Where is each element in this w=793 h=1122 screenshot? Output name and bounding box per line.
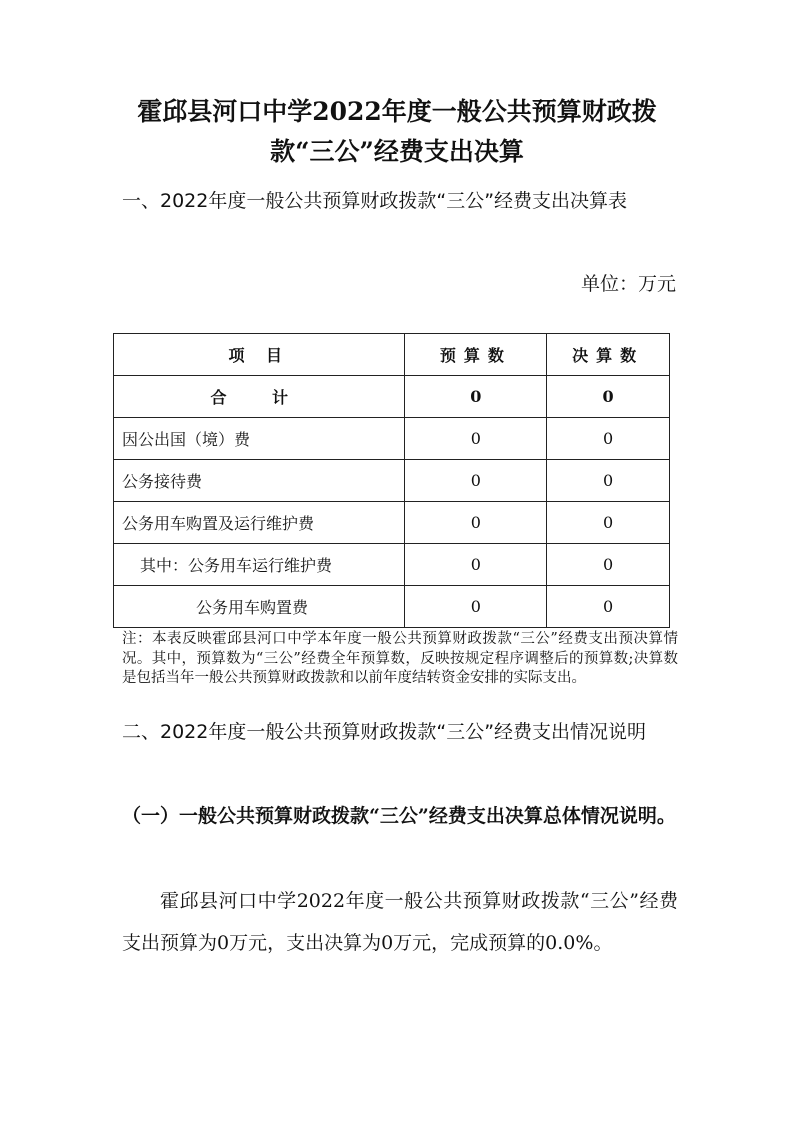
row-item: 公务用车购置费: [114, 586, 405, 628]
section1-heading: 一、2022年度一般公共预算财政拨款“三公”经费支出决算表: [122, 190, 628, 212]
header-item: 项 目: [114, 334, 405, 376]
three-public-expenses-table: [113, 333, 670, 628]
unit-label: 单位：万元: [580, 273, 676, 295]
table-row: [114, 502, 670, 544]
row-budget: 0: [405, 376, 547, 418]
row-budget: 0: [405, 460, 547, 502]
row-budget: 0: [405, 502, 547, 544]
table-header-row: [114, 334, 670, 376]
body-paragraph: 霍邱县河口中学2022年度一般公共预算财政拨款“三公”经费支出预算为0万元，支出决算为0万元，完成预算的0.0%。: [122, 890, 678, 954]
row-final: 0: [547, 460, 670, 502]
row-budget: 0: [405, 586, 547, 628]
table-note: 注：本表反映霍邱县河口中学本年度一般公共预算财政拨款“三公”经费支出预决算情况。其中，预算数为“三公”经费全年预算数，反映按规定程序调整后的预算数;决算数是包括当年一般公共预算财政拨款和以前年度结转资金安排的实际支出。: [122, 631, 678, 686]
row-final: 0: [547, 544, 670, 586]
row-item: 合 计: [114, 376, 405, 418]
document-title: 霍邱县河口中学2022年度一般公共预算财政拨款“三公”经费支出决算: [137, 97, 657, 166]
row-budget: 0: [405, 418, 547, 460]
header-budget: 预算数: [405, 334, 547, 376]
row-final: 0: [547, 418, 670, 460]
row-item: 其中：公务用车运行维护费: [114, 544, 405, 586]
row-final: 0: [547, 376, 670, 418]
row-final: 0: [547, 586, 670, 628]
row-item: 公务接待费: [114, 460, 405, 502]
row-final: 0: [547, 502, 670, 544]
row-item: 因公出国（境）费: [114, 418, 405, 460]
row-budget: 0: [405, 544, 547, 586]
sub-heading: （一）一般公共预算财政拨款“三公”经费支出决算总体情况说明。: [122, 805, 676, 827]
table-row: [114, 586, 670, 628]
table-row: [114, 460, 670, 502]
row-item: 公务用车购置及运行维护费: [114, 502, 405, 544]
table-row-total: [114, 376, 670, 418]
header-final: 决算数: [547, 334, 670, 376]
section2-heading: 二、2022年度一般公共预算财政拨款“三公”经费支出情况说明: [122, 721, 647, 743]
table-row: [114, 418, 670, 460]
table-row: [114, 544, 670, 586]
